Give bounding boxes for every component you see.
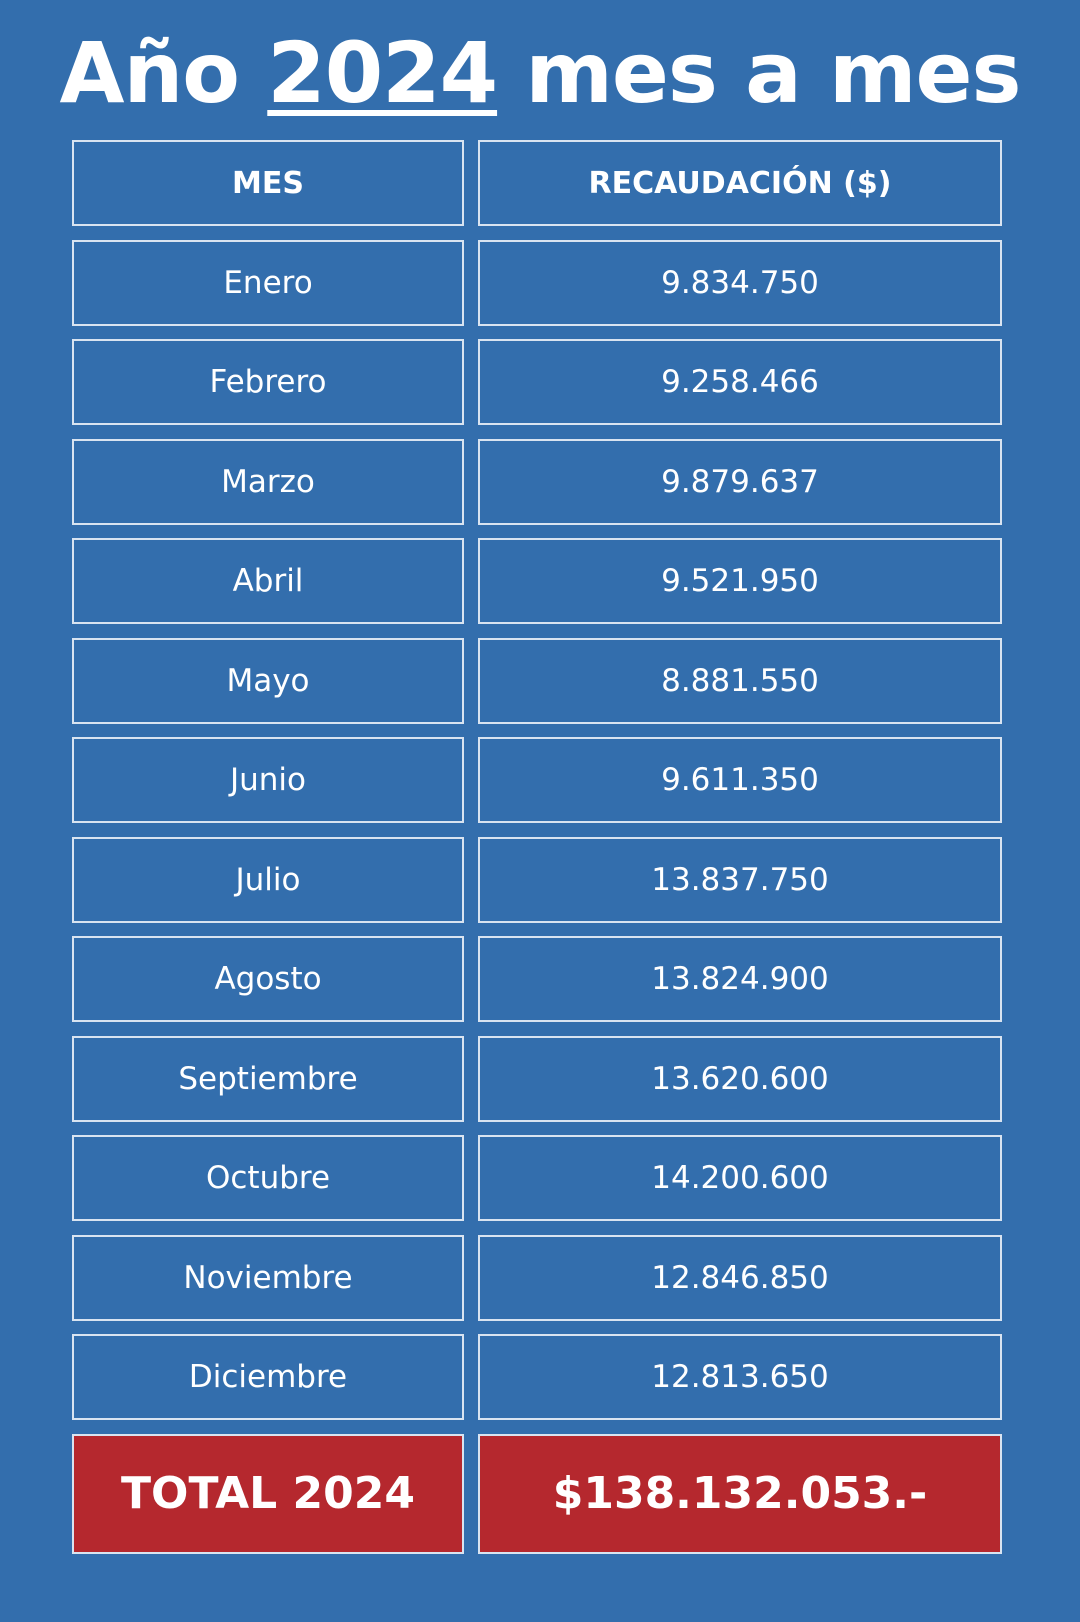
month-cell: Septiembre	[72, 1036, 464, 1122]
title-prefix: Año	[59, 24, 240, 122]
total-row	[72, 1434, 1002, 1554]
month-cell: Noviembre	[72, 1235, 464, 1321]
month-cell: Junio	[72, 737, 464, 823]
table-row	[72, 837, 1002, 923]
table-row	[72, 936, 1002, 1022]
revenue-cell: 12.813.650	[478, 1334, 1002, 1420]
page-title	[0, 18, 1080, 128]
revenue-cell: 9.834.750	[478, 240, 1002, 326]
month-cell: Julio	[72, 837, 464, 923]
month-cell: Mayo	[72, 638, 464, 724]
revenue-cell: 12.846.850	[478, 1235, 1002, 1321]
revenue-cell: 13.824.900	[478, 936, 1002, 1022]
revenue-cell: 8.881.550	[478, 638, 1002, 724]
table-row	[72, 638, 1002, 724]
month-cell: Octubre	[72, 1135, 464, 1221]
month-cell: Marzo	[72, 439, 464, 525]
title-suffix: mes a mes	[525, 24, 1021, 122]
header-revenue: RECAUDACIÓN ($)	[478, 140, 1002, 226]
table-row	[72, 339, 1002, 425]
table-row	[72, 240, 1002, 326]
revenue-cell: 9.258.466	[478, 339, 1002, 425]
revenue-cell: 9.611.350	[478, 737, 1002, 823]
revenue-table	[72, 140, 1002, 1554]
header-month: MES	[72, 140, 464, 226]
table-row	[72, 538, 1002, 624]
table-row	[72, 1235, 1002, 1321]
revenue-cell: 9.879.637	[478, 439, 1002, 525]
table-header-row	[72, 140, 1002, 226]
table-row	[72, 1036, 1002, 1122]
total-label: TOTAL 2024	[72, 1434, 464, 1554]
month-cell: Agosto	[72, 936, 464, 1022]
month-cell: Enero	[72, 240, 464, 326]
month-cell: Febrero	[72, 339, 464, 425]
total-value: $138.132.053.-	[478, 1434, 1002, 1554]
table-row	[72, 1135, 1002, 1221]
month-cell: Abril	[72, 538, 464, 624]
table-row	[72, 1334, 1002, 1420]
title-year: 2024	[267, 24, 498, 122]
table-row	[72, 737, 1002, 823]
table-row	[72, 439, 1002, 525]
revenue-cell: 9.521.950	[478, 538, 1002, 624]
month-cell: Diciembre	[72, 1334, 464, 1420]
revenue-cell: 13.620.600	[478, 1036, 1002, 1122]
revenue-cell: 14.200.600	[478, 1135, 1002, 1221]
revenue-cell: 13.837.750	[478, 837, 1002, 923]
